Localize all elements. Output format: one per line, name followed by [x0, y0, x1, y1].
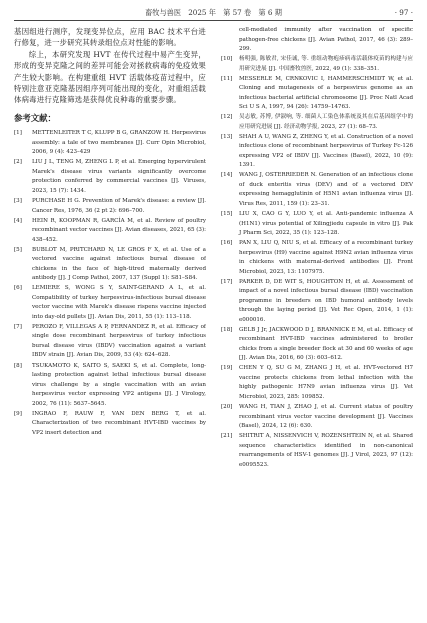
reference-number: [21] — [221, 433, 233, 440]
reference-number: [19] — [221, 365, 233, 372]
reference-number: [16] — [221, 240, 233, 247]
reference-number: [17] — [221, 278, 233, 285]
reference-number: [1] — [14, 130, 22, 137]
reference-number: [2] — [14, 159, 22, 166]
reference-text: MESSERLE M, CRNKOVIC I, HAMMERSCHMIDT W, et al. Cloning and mutagenesis of a herpesvirus genome as an infectious bacterial artificial chromosome [J]. Proc Natl Acad Sci U S A, 1997, 94 (26): 14759–14763. — [239, 75, 413, 111]
reference-text: BUBLOT M, PRITCHARD N, LE GROS F X, et al. Use of a vectored vaccine against infectious bursal disease of chickens in the face of high-titred maternally derived antibody [J]. J Comp Pathol, 2007, 137 (Suppl 1): S81–S84. — [32, 246, 206, 282]
reference-number: [9] — [14, 410, 22, 417]
reference-item — [14, 410, 206, 439]
reference-text: CHEN Y Q, SU G M, ZHANG J H, et al. HVT-vectored H7 vaccine protects chickens from lethal infection with the highly pathogenic H7N9 avian influenza virus [J]. Vet Microbiol, 2023, 285: 109852. — [239, 365, 413, 400]
reference-item — [14, 217, 206, 246]
reference-text: SHITRIT A, NISSENVICH V, ROZENSHTEIN N, et al. Shared sequence characteristics identified in non-canonical rearrangements of HSV-1 genomes [J]. J Virol, 2023, 97 (12): e0095523. — [239, 433, 413, 468]
reference-item — [221, 326, 413, 364]
reference-number: [13] — [221, 133, 233, 140]
reference-number: [7] — [14, 323, 22, 330]
reference-item — [221, 26, 413, 55]
reference-item — [221, 113, 413, 132]
reference-number: [8] — [14, 362, 22, 369]
reference-item — [221, 278, 413, 326]
reference-number: [4] — [14, 217, 22, 224]
reference-number: [15] — [221, 211, 233, 218]
reference-list-right — [221, 26, 413, 470]
reference-item — [221, 75, 413, 113]
reference-text: METTENLEITER T C, KLUPP B G, GRANZOW H. Herpesvirus assembly: a tale of two membranes [J]. Curr Opin Microbiol, 2006, 9 (4): 423–429 — [32, 130, 206, 156]
right-column — [221, 26, 413, 620]
conclusion-paragraph: 综上，本研究发现 HVT 在传代过程中易产生变异，形成的变异克隆之间的差异可能会对拯救病毒的免疫效果产生较大影响。在构建重组 HVT 活载体疫苗过程中，应特别注意亚克隆基因组序列可能出现的变化，对重组活载体病毒进行克隆筛选是获得优良种毒的重要步骤。 — [14, 49, 206, 105]
reference-item — [221, 171, 413, 209]
reference-text: TSUKAMOTO K, SAITO S, SAEKI S, et al. Complete, long-lasting protection against lethal infectious bursal disease virus challenge by a single vaccination with an avian herpesvirus vector expressing VP2 antigens [J]. J Virology, 2002, 76 (11): 5637–5645. — [32, 362, 206, 407]
reference-text: WANG J, OSTERRIEDER N. Generation of an infectious clone of duck enteritis virus (DEV) and of a vectored DEV expressing hemagglutinin of H5N1 avian influenza virus [J]. Virus Res, 2011, 159 (1): 23–31. — [239, 172, 413, 207]
reference-number: [20] — [221, 404, 233, 411]
reference-item — [221, 239, 413, 277]
reference-text: PURCHASE H G. Prevention of Marek's disease: a review [J]. Cancer Res, 1976, 36 (2 pt 2): 696–700. — [32, 198, 206, 214]
reference-item — [14, 246, 206, 284]
references-heading: 参考文献： — [14, 112, 56, 123]
reference-text: 吴志敏, 苏博, 伊淑响, 等. 细菌人工染色体系统及其在后基因组学中的应用研究进展 [J]. 经济动物学报, 2023, 27 (1): 68–73. — [239, 114, 413, 130]
reference-number: [11] — [221, 75, 233, 82]
page-header — [0, 0, 427, 22]
reference-text: PARKER D, DE WIT S, HOUGHTON H, et al. Assessment of impact of a novel infectious bursal disease (IBD) vaccination programme in breeders on IBD humoral antibody levels through the laying period [J]. Vet Rec Open, 2014, 1 (1): e000016. — [239, 278, 413, 323]
reference-text: PAN X, LIU Q, NIU S, et al. Efficacy of a recombinant turkey herpesvirus (H9) vaccine against H9N2 avian influenza virus in chickens with maternal-derived antibodies [J]. Front Microbiol, 2023, 13: 1107975. — [239, 240, 413, 275]
reference-number: [14] — [221, 172, 233, 179]
reference-text: 杨明强, 陈敏君, 宋佳诚, 等. 重组动物疱疹病毒活载体疫苗的构建与应用研究进展 [J]. 中国畜牧兽医, 2022, 49 (1): 338–351. — [239, 56, 413, 72]
reference-item — [221, 364, 413, 402]
reference-item — [221, 133, 413, 171]
header-rule — [14, 20, 413, 21]
reference-number: [12] — [221, 114, 233, 121]
reference-number: [5] — [14, 246, 22, 253]
reference-text: LIU X, CAO G Y, LUO Y, et al. Anti-pandemic influenza A (H1N1) virus potential of Xilingjiedu capsule in vitro [J]. Pak J Pharm Sci, 2022, 35 (1): 123–128. — [239, 211, 413, 237]
reference-text: HEIN R, KOOPMAN R, GARCÍA M, et al. Review of poultry recombinant vector vaccines [J]. Avian diseases, 2021, 65 (3): 438–452. — [32, 217, 206, 243]
reference-number: [6] — [14, 285, 22, 292]
journal-info: 畜牧与兽医 2025 年 第 57 卷 第 6 期 — [145, 8, 282, 17]
reference-text: LEMIERE S, WONG S Y, SAINT-GERAND A L, et al. Compatibility of turkey herpesvirus-infectious bursal disease vector vaccine with Marek's disease rispens vaccine injected into day-old pullets [J]. Avian Dis, 2011, 55 (1): 113–118. — [32, 285, 206, 320]
reference-number: [18] — [221, 326, 233, 333]
reference-item — [14, 362, 206, 410]
reference-item — [221, 55, 413, 74]
reference-text: INGRAO F, RAUW F, VAN DEN BERG T, et al. Characterization of two recombinant HVT-IBD vaccines by VP2 insert detection and — [32, 410, 206, 436]
reference-item — [14, 284, 206, 322]
left-column — [14, 26, 206, 620]
reference-item — [221, 210, 413, 239]
reference-text: SHAH A U, WANG Z, ZHENG Y, et al. Construction of a novel infectious clone of recombinant herpesvirus of Turkey Fc-126 expressing VP2 of IBDV [J]. Vaccines (Basel), 2022, 10 (9): 1391. — [239, 133, 413, 169]
reference-item — [14, 197, 206, 216]
reference-text: WANG H, TIAN J, ZHAO J, et al. Current status of poultry recombinant virus vector vaccine development [J]. Vaccines (Basel), 2024, 12 (6): 630. — [239, 404, 413, 430]
reference-item — [221, 432, 413, 470]
reference-list-left — [14, 129, 206, 438]
reference-item — [14, 129, 206, 158]
reference-text: cell-mediated immunity after vaccination of specific pathogen-free chickens [J]. Avian Pathol, 2017, 46 (3): 289–299. — [239, 27, 413, 52]
reference-number — [221, 26, 239, 55]
reference-text: LIU J L, TENG M, ZHENG L P, et al. Emerging hypervirulent Marek's disease virus variants significantly overcome protection conferred by commercial vaccines [J]. Viruses, 2023, 15 (7): 1434. — [32, 159, 206, 194]
reference-item — [221, 403, 413, 432]
reference-text: GELB J Jr, JACKWOOD D J, BRANNICK E M, et al. Efficacy of recombinant HVT-IBD vaccines administered to broiler chicks from a single breeder flock at 30 and 60 weeks of age [J]. Avian Dis, 2016, 60 (3): 603–612. — [239, 326, 413, 362]
reference-number: [10] — [221, 56, 233, 63]
reference-text: PEROZO F, VILLEGAS A P, FERNANDEZ R, et al. Efficacy of single dose recombinant herpesvirus of turkey infectious bursal disease virus (IBDV) vaccination against a variant IBDV strain [J]. Avian Dis, 2009, 53 (4): 624–628. — [32, 323, 206, 359]
page-number: · 97 · — [394, 8, 413, 17]
reference-item — [14, 158, 206, 196]
reference-number: [3] — [14, 198, 22, 205]
reference-item — [14, 323, 206, 361]
body-paragraph-continued: 基因组进行测序，发现变异位点，应用 BAC 技术平台进行修复，进一步研究其转录组位点对性能的影响。 — [14, 27, 206, 48]
